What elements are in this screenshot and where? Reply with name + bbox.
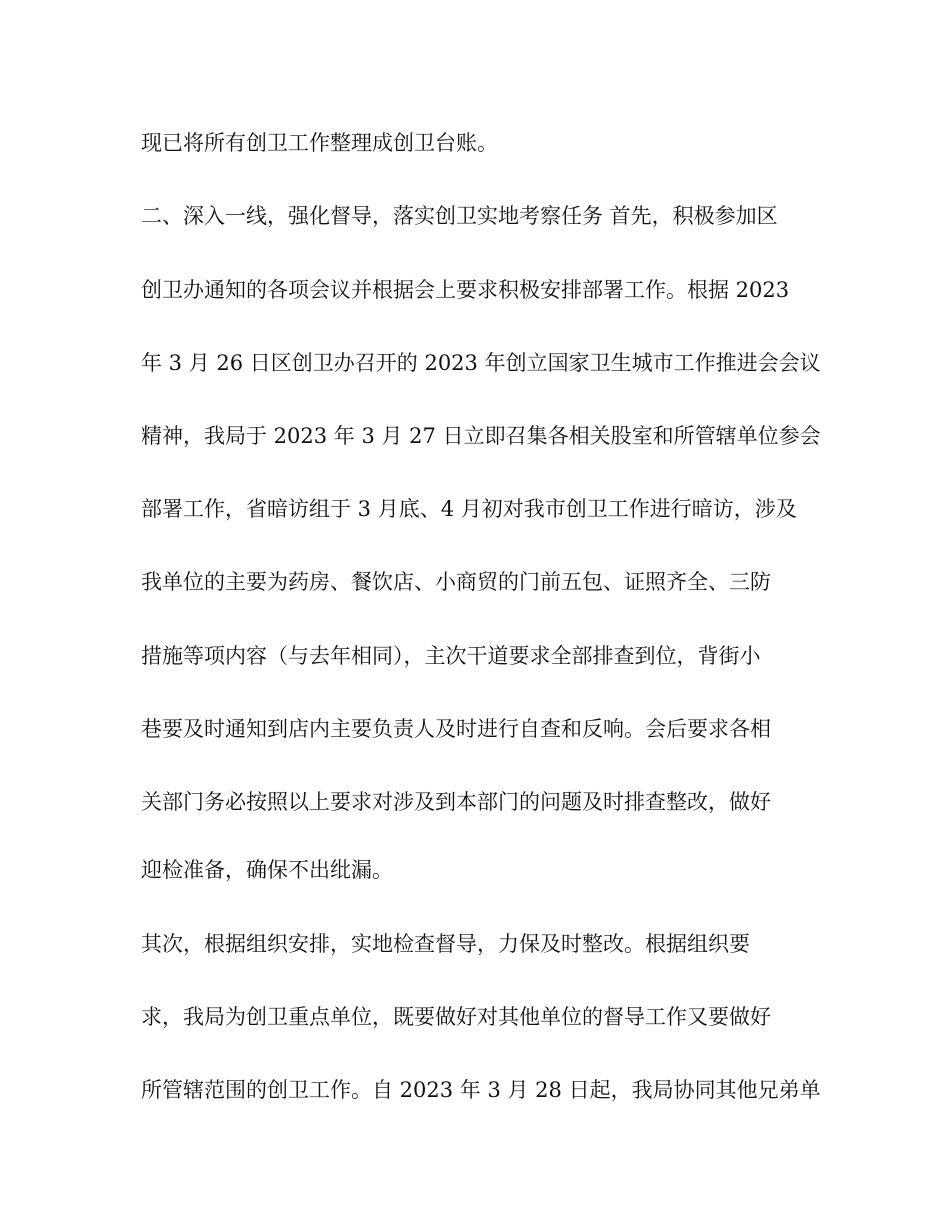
text-line: 巷要及时通知到店内主要负责人及时进行自查和反响。会后要求各相 [141,717,771,741]
text-line: 我单位的主要为药房、餐饮店、小商贸的门前五包、证照齐全、三防 [141,570,771,594]
text-line: 措施等项内容（与去年相同），主次干道要求全部排查到位，背街小 [141,644,761,668]
text-line: 其次，根据组织安排，实地检查督导，力保及时整改。根据组织要 [141,932,750,956]
text-line: 现已将所有创卫工作整理成创卫台账。 [141,131,498,155]
text-line: 二、深入一线，强化督导，落实创卫实地考察任务 首先，积极参加区 [141,204,778,228]
text-line: 创卫办通知的各项会议并根据会上要求积极安排部署工作。根据 2023 [141,278,790,302]
text-line: 所管辖范围的创卫工作。自 2023 年 3 月 28 日起，我局协同其他兄弟单 [141,1078,821,1102]
text-line: 部署工作，省暗访组于 3 月底、4 月初对我市创卫工作进行暗访，涉及 [141,497,797,521]
text-line: 求，我局为创卫重点单位，既要做好对其他单位的督导工作又要做好 [141,1005,771,1029]
text-line: 迎检准备，确保不出纰漏。 [141,858,393,882]
text-line: 精神，我局于 2023 年 3 月 27 日立即召集各相关股室和所管辖单位参会 [141,424,821,448]
text-line: 关部门务必按照以上要求对涉及到本部门的问题及时排查整改，做好 [141,790,771,814]
text-line: 年 3 月 26 日区创卫办召开的 2023 年创立国家卫生城市工作推进会会议 [141,351,821,375]
